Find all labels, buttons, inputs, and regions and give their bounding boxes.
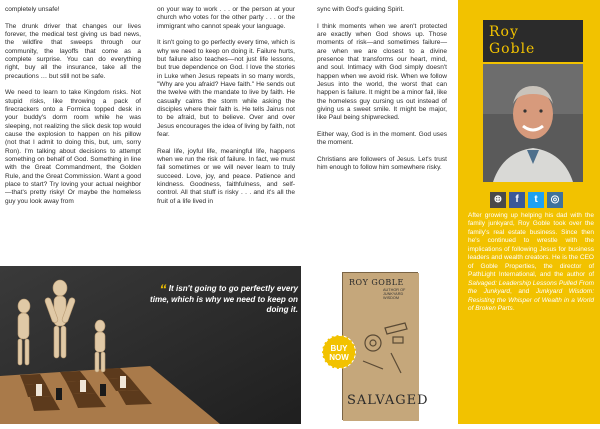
author-name: Roy Goble [489,24,536,57]
book-author: ROY GOBLE [349,278,404,287]
paragraph: The drunk driver that changes our lives forever, the medical test giving us bad news, the wildfire that sweeps through our community, the layoffs that come as a complete surprise. You can do everything right, buy all the insurance, take all the precautions … but still not be safe. [5,22,141,80]
paragraph: Real life, joyful life, meaningful life, happens when we run the risk of failure. In fact, we must fail sometimes or we will never learn to truly succeed. Love, joy, and peace. Patience and kindness. Goodness, faithfulness, and self-control. All that stuff is risky . . . and it's all the fruit of a life lived in [157,147,295,205]
article-column-2 [157,6,295,214]
book-title-1: Salvaged: Leadership Lessons Pulled From the Junkyard [468,279,594,296]
book-title-2: Junkyard Wisdom: Resisting the Whisper of Wealth in a World of Broken Parts [468,288,595,312]
author-sidebar [458,0,600,424]
paragraph: Either way, God is in the moment. God uses the moment. [317,131,447,147]
paragraph: on your way to work . . . or the person at your church who votes for the other party . . . or the immigrant who cannot speak your language. [157,6,295,30]
buy-now-badge[interactable]: BUY NOW [322,335,356,369]
paragraph: Christians are followers of Jesus. Let's trust him enough to follow him somewhere risky. [317,156,447,172]
paragraph: We need to learn to take Kingdom risks. Not stupid risks, like throwing a pack of firecrackers onto a Formica topped desk in your buddy's dorm room while he was sleeping, not realizing the slick desk top would cause the explosion to happen on his pillow (not that I admit to doing this, but, um, sorry Ron). I'm talking about decisions to attempt something on behalf of God. Something in line with the Great Commandment, the Golden Rule, and the Great Commission. Want a good place to start? Try loving your actual neighbor—that's pretty risky! Or maybe the homeless guy you look away from [5,89,141,205]
facebook-icon[interactable]: f [509,192,525,208]
twitter-icon[interactable]: t [528,192,544,208]
globe-icon[interactable]: ⊕ [490,192,506,208]
quote-mark-icon: “ [159,281,167,297]
book-subtitle: AUTHOR OF JUNKYARD WISDOM [383,288,406,300]
pull-quote: “ It isn't going to go perfectly every time, which is why we need to keep on doing it. [150,281,298,314]
article-column-1 [5,6,141,214]
paragraph: completely unsafe! [5,6,60,13]
paragraph: sync with God's guiding Spirit. [317,6,405,13]
paragraph: I think moments when we aren't protected are exactly when God shows up. Those moments of risk—and sometimes failure—are when we are closest to a divine presence that transforms our heart, mind, and soul. Intimacy with God simply doesn't happen when we avoid risk. When we follow Jesus into the world, the worst that can happen is failure. It might be a minor fail, like the homeless guy cursing us out instead of giving us a sweet smile. It might be major, like Paul being shipwrecked. [317,22,447,122]
article-column-3 [317,6,447,181]
instagram-icon[interactable]: ◎ [547,192,563,208]
book-title: SALVAGED [347,393,429,408]
author-bio: After growing up helping his dad with the family junkyard, Roy Goble took over the family's real estate business. Since then he's continued to wrestle with the implications of following Jesus for business leaders and wealth creators. He is the CEO of Goble Properties, the director of PathLight International, and the author of Salvaged: Leadership Lessons Pulled From the Junkyard, and Junkyard Wisdom: Resisting the Whisper of Wealth in a World of Broken Parts. [468,212,595,312]
paragraph: It isn't going to go perfectly every time, which is why we need to keep on doing it. Failure hurts, but failure also teaches—not just life lessons, but true dependence on God. I love the stories in Luke when Jesus repeats in so many words, "Why are you afraid? Have faith." He sends out the twelve with the mandate to live by faith. He casually calms the storm while asking the disciples where their faith is. He tells Jairus not to be afraid, but to believe. Over and over Jesus encourages the idea of living by faith, not fear. [157,39,295,139]
author-photo [483,64,583,182]
author-name-block [483,20,583,62]
social-links [490,192,563,208]
